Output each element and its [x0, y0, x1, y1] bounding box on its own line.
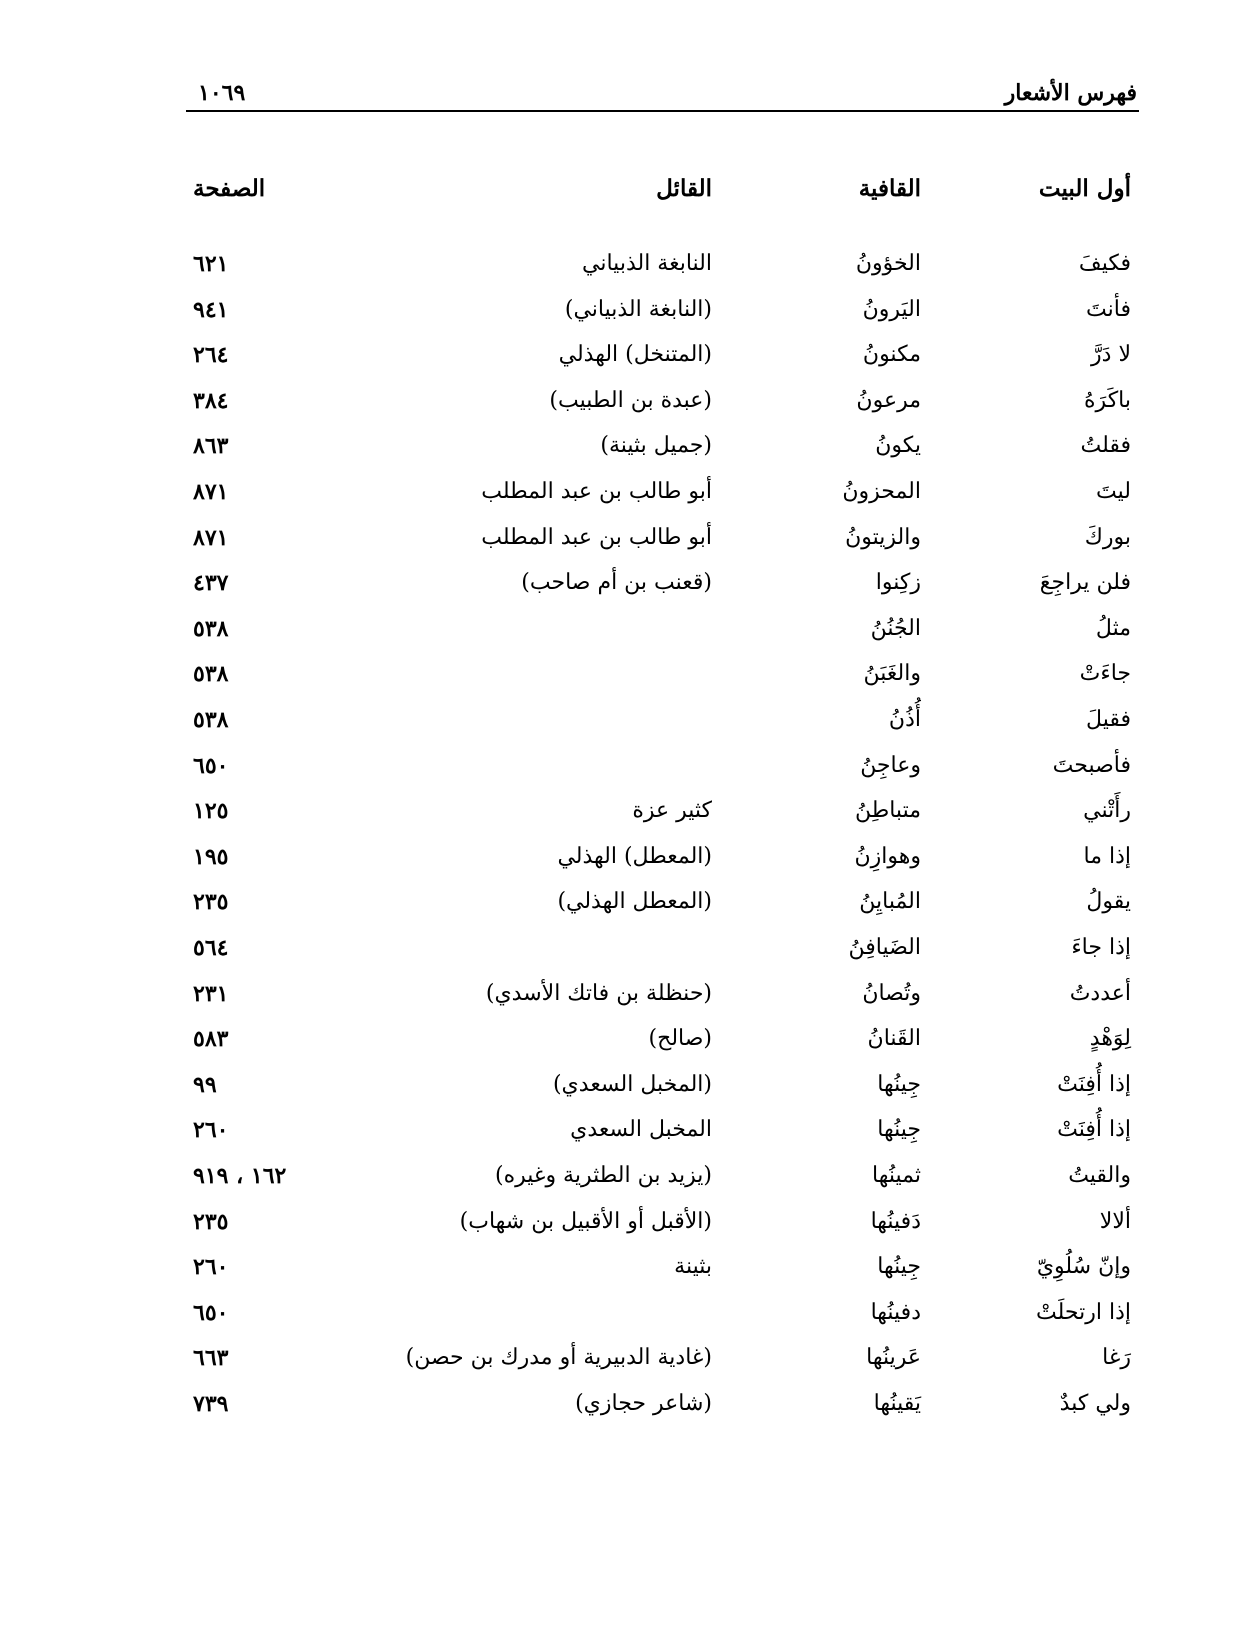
rhyme-cell: جِينُها	[877, 1254, 921, 1279]
poet-cell: أبو طالب بن عبد المطلب	[481, 479, 712, 504]
page-ref-cell: ٨٦٣	[193, 433, 229, 459]
rhyme-cell: وعاجِنُ	[860, 753, 921, 778]
poet-cell: أبو طالب بن عبد المطلب	[481, 525, 712, 550]
rhyme-cell: جِينُها	[877, 1072, 921, 1097]
page-ref-cell: ٥٣٨	[193, 707, 229, 733]
page-ref-cell: ٥٣٨	[193, 616, 229, 642]
poet-cell: المخبل السعدي	[570, 1117, 712, 1142]
first-line-cell: فأصبحتَ	[1052, 753, 1131, 778]
first-line-cell: مثلُ	[1095, 616, 1131, 641]
first-line-cell: بوركَ	[1084, 525, 1131, 550]
first-line-cell: باكَرَهُ	[1084, 388, 1131, 413]
page-ref-cell: ٢٦٤	[193, 342, 229, 368]
header-rule	[186, 110, 1139, 112]
poet-cell: (النابغة الذبياني)	[564, 297, 712, 322]
first-line-cell: يقولُ	[1086, 889, 1131, 914]
column-header-poet: القائل	[656, 175, 712, 202]
page-ref-cell: ٢٣٥	[193, 1209, 229, 1235]
page-ref-cell: ٩٩	[193, 1072, 217, 1098]
first-line-cell: إذا ما	[1083, 844, 1131, 869]
rhyme-cell: اليَرونُ	[862, 297, 921, 322]
page-ref-cell: ١٢٥	[193, 798, 229, 824]
page-ref-cell: ٢٣٥	[193, 889, 229, 915]
first-line-cell: إذا أُفِنَتْ	[1057, 1117, 1131, 1142]
poet-cell: (عبدة بن الطبيب)	[549, 388, 712, 413]
page-ref-cell: ٨٧١	[193, 479, 229, 505]
rhyme-cell: مكنونُ	[862, 342, 921, 367]
first-line-cell: فلن يراجِعَ	[1039, 570, 1131, 595]
page-ref-cell: ٧٣٩	[193, 1391, 229, 1417]
rhyme-cell: متباطِنُ	[854, 798, 921, 823]
page-ref-cell: ٦٢١	[193, 251, 229, 277]
first-line-cell: جاءَتْ	[1079, 661, 1131, 686]
poet-cell: (المعطل) الهذلي	[557, 844, 712, 869]
page-ref-cell: ٣٨٤	[193, 388, 229, 414]
poet-cell: (يزيد بن الطثرية وغيره)	[495, 1163, 712, 1188]
poet-cell: النابغة الذبياني	[582, 251, 712, 276]
poet-cell: (حنظلة بن فاتك الأسدي)	[485, 981, 712, 1006]
column-header-first-line: أول البيت	[1038, 175, 1131, 202]
rhyme-cell: مرعونُ	[856, 388, 921, 413]
rhyme-cell: الجُنُنُ	[870, 616, 921, 641]
page-ref-cell: ١٩٥	[193, 844, 229, 870]
page-ref-cell: ٤٣٧	[193, 570, 229, 596]
rhyme-cell: زكِنوا	[875, 570, 921, 595]
page-ref-cell: ٦٦٣	[193, 1345, 229, 1371]
rhyme-cell: دَفينُها	[870, 1209, 921, 1234]
poet-cell: (جميل بثينة)	[600, 433, 712, 458]
poet-cell: (الأقبل أو الأقبيل بن شهاب)	[459, 1209, 712, 1234]
first-line-cell: فقيلَ	[1086, 707, 1131, 732]
rhyme-cell: الخؤونُ	[855, 251, 921, 276]
page-ref-cell: ٥٣٨	[193, 661, 229, 687]
poet-cell: (المعطل الهذلي)	[557, 889, 712, 914]
rhyme-cell: جِينُها	[877, 1117, 921, 1142]
page-ref-cell: ٥٨٣	[193, 1026, 229, 1052]
rhyme-cell: ثمينُها	[872, 1163, 921, 1188]
first-line-cell: والقيتُ	[1068, 1163, 1131, 1188]
poet-cell: (صالح)	[648, 1026, 712, 1051]
rhyme-cell: والزيتونُ	[845, 525, 921, 550]
page-ref-cell: ٢٦٠	[193, 1254, 229, 1280]
page-ref-cell: ٦٥٠	[193, 753, 229, 779]
rhyme-cell: القَنانُ	[867, 1026, 921, 1051]
first-line-cell: فكيفَ	[1078, 251, 1131, 276]
running-title: فهرس الأشعار	[1004, 80, 1137, 106]
first-line-cell: رَغا	[1102, 1345, 1131, 1370]
rhyme-cell: والغَبَنُ	[863, 661, 921, 686]
column-header-page: الصفحة	[193, 175, 266, 202]
poet-cell: (شاعر حجازي)	[575, 1391, 712, 1416]
poet-cell: (قعنب بن أم صاحب)	[521, 570, 712, 595]
page-ref-cell: ٥٦٤	[193, 935, 229, 961]
first-line-cell: ولي كبدٌ	[1059, 1391, 1131, 1416]
rhyme-cell: يكونُ	[875, 433, 921, 458]
rhyme-cell: دفينُها	[870, 1300, 921, 1325]
first-line-cell: فأنتَ	[1086, 297, 1131, 322]
first-line-cell: إذا أُفِنَتْ	[1057, 1072, 1131, 1097]
first-line-cell: فقلتُ	[1080, 433, 1131, 458]
page-ref-cell: ٢٣١	[193, 981, 229, 1007]
poet-cell: (المتنخل) الهذلي	[558, 342, 712, 367]
first-line-cell: لِوَهْدٍ	[1089, 1026, 1131, 1051]
poet-cell: (المخبل السعدي)	[552, 1072, 712, 1097]
first-line-cell: وإنّ سُلُوِيّ	[1036, 1254, 1131, 1279]
first-line-cell: أعددتُ	[1069, 981, 1131, 1006]
rhyme-cell: عَرينُها	[866, 1345, 921, 1370]
column-header-rhyme: القافية	[858, 175, 921, 202]
page-ref-cell: ٨٧١	[193, 525, 229, 551]
rhyme-cell: المُبايِنُ	[859, 889, 921, 914]
page-ref-cell: ٩٤١	[193, 297, 229, 323]
rhyme-cell: وهوازِنُ	[854, 844, 921, 869]
first-line-cell: إذا جاءَ	[1071, 935, 1131, 960]
poet-cell: (غادية الدبيرية أو مدرك بن حصن)	[405, 1345, 712, 1370]
page-ref-cell: ١٦٢ ، ٩١٩	[193, 1163, 287, 1189]
first-line-cell: ألالا	[1099, 1209, 1131, 1234]
rhyme-cell: وتُصانُ	[862, 981, 921, 1006]
page-ref-cell: ٦٥٠	[193, 1300, 229, 1326]
rhyme-cell: أُذُنُ	[888, 707, 921, 732]
poet-cell: بثينة	[674, 1254, 712, 1279]
rhyme-cell: الضَيافِنُ	[848, 935, 921, 960]
poet-cell: كثير عزة	[632, 798, 712, 823]
first-line-cell: إذا ارتحلَتْ	[1036, 1300, 1131, 1325]
rhyme-cell: المحزونُ	[842, 479, 921, 504]
first-line-cell: رأَتْني	[1083, 798, 1131, 823]
rhyme-cell: يَقينُها	[873, 1391, 921, 1416]
first-line-cell: لا دَرَّ	[1091, 342, 1131, 367]
first-line-cell: ليتَ	[1096, 479, 1131, 504]
page-number: ١٠٦٩	[198, 80, 246, 106]
page-ref-cell: ٢٦٠	[193, 1117, 229, 1143]
